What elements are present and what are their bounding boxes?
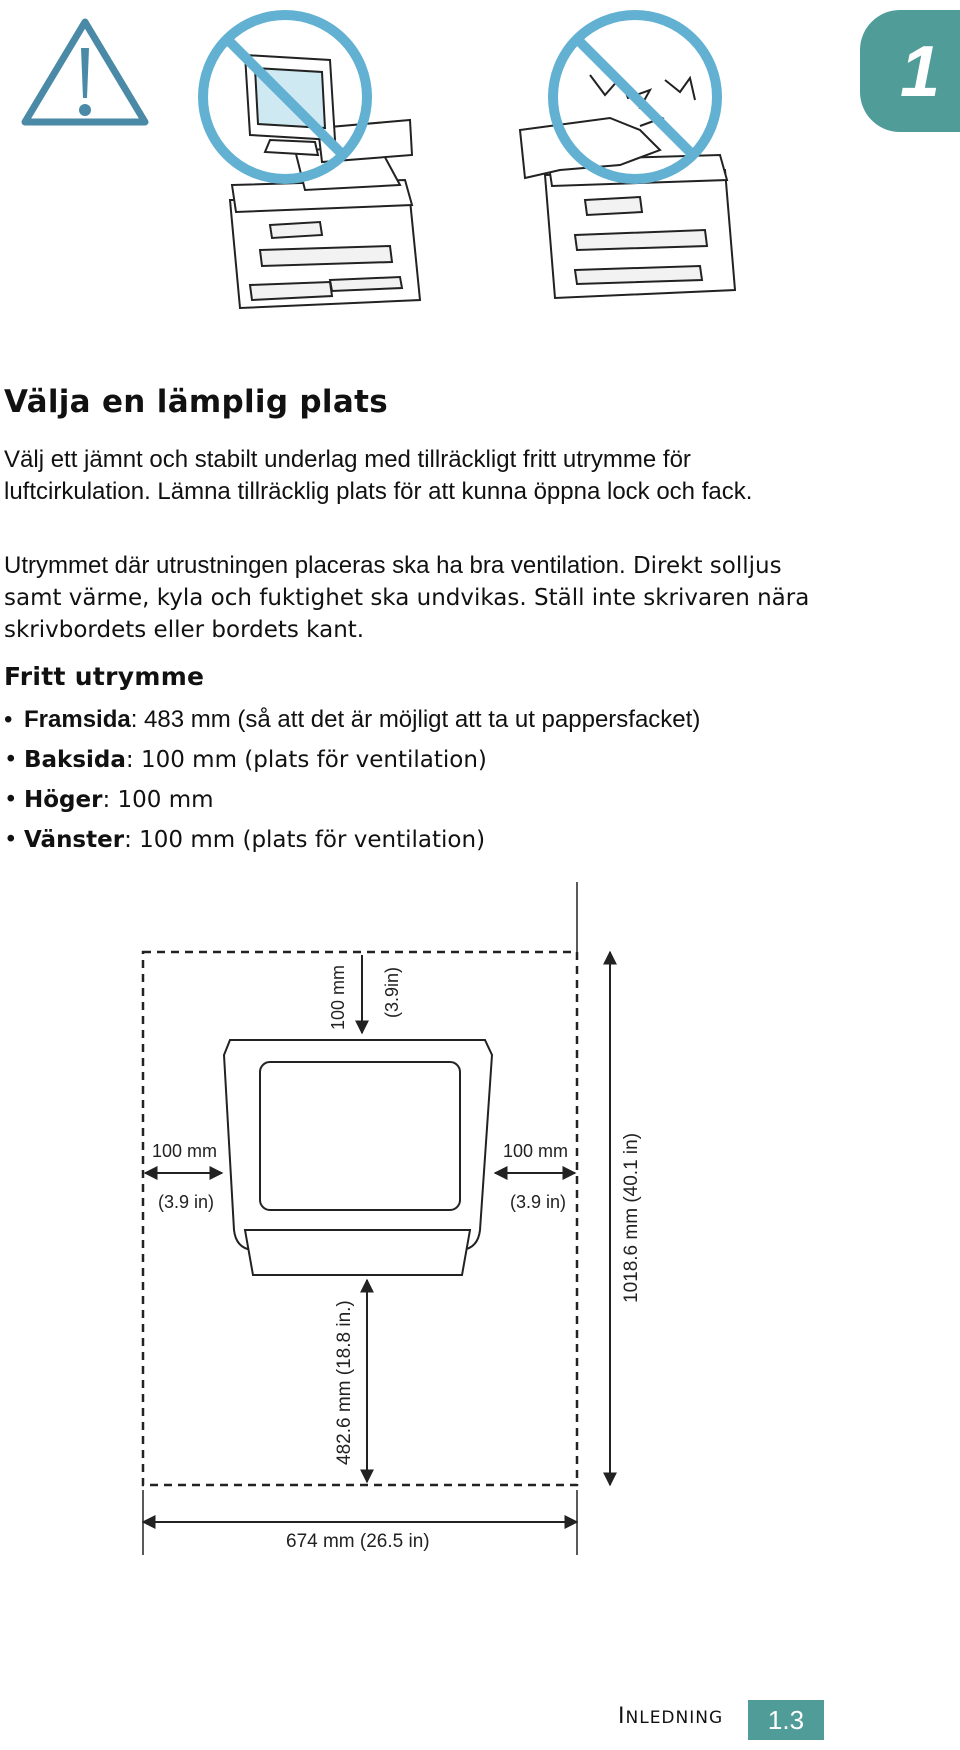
list-item-label: Vänster <box>24 827 125 853</box>
width-label: 674 mm (26.5 in) <box>286 1531 430 1552</box>
footer-chapter-label <box>618 1704 723 1729</box>
paragraph-ventilation-part-2: Direkt solljus samt värme, kyla och fuktighet ska undvikas. Ställ inte skrivaren nära skrivbordets eller bordets kant. <box>4 553 810 643</box>
warning-icon <box>25 22 145 122</box>
printer-top-view <box>224 1040 492 1275</box>
right-in-label: (3.9 in) <box>510 1192 567 1212</box>
paragraph-ventilation-part-1: Utrymmet där utrustningen placeras ska ha bra ventilation. <box>4 552 626 579</box>
paragraph-ventilation <box>4 550 824 646</box>
footer-chapter-rest: NLEDNING <box>625 1708 724 1728</box>
clearance-diagram <box>0 870 700 1570</box>
no-heavy-objects-icon <box>230 55 420 308</box>
list-item-text: : 100 mm <box>102 787 214 813</box>
list-item-label: Framsida <box>24 706 131 733</box>
right-mm-label: 100 mm <box>503 1141 569 1161</box>
chapter-number: 1 <box>899 32 941 112</box>
front-label: 482.6 mm (18.8 in.) <box>334 1300 355 1465</box>
list-item: • Baksida: 100 mm (plats för ventilation) <box>4 747 487 773</box>
list-item-text: : 100 mm (plats för ventilation) <box>124 827 486 853</box>
prohibition-sign-1 <box>203 15 367 179</box>
clearance-heading: Fritt utrymme <box>4 662 205 691</box>
list-item: • Vänster: 100 mm (plats för ventilation) <box>4 827 486 853</box>
list-item-label: Baksida <box>24 747 126 773</box>
footer-chapter-initial: I <box>618 1704 626 1729</box>
paragraph-placement: Välj ett jämnt och stabilt underlag med tillräckligt fritt utrymme för luftcirkulation. Lämna tillräcklig plats för att kunna öppna lock och fack. <box>4 446 753 505</box>
list-item-text: : 483 mm (så att det är möjligt att ta ut pappersfacket) <box>130 706 701 733</box>
left-in-label: (3.9 in) <box>158 1192 215 1212</box>
depth-label: 1018.6 mm (40.1 in) <box>621 1132 642 1303</box>
clearance-list <box>4 700 700 860</box>
top-in-label: (3.9in) <box>382 966 402 1018</box>
list-item-label: Höger <box>24 787 103 813</box>
left-mm-label: 100 mm <box>152 1141 218 1161</box>
safety-illustrations <box>0 0 860 330</box>
top-mm-label: 100 mm <box>328 964 348 1030</box>
list-item: • Höger: 100 mm <box>4 787 214 813</box>
list-item-text: : 100 mm (plats för ventilation) <box>125 747 487 773</box>
list-item: • Framsida: 483 mm (så att det är möjligt att ta ut pappersfacket) <box>4 706 701 733</box>
section-title: Välja en lämplig plats <box>4 384 388 420</box>
page-number: 1.3 <box>748 1700 824 1740</box>
